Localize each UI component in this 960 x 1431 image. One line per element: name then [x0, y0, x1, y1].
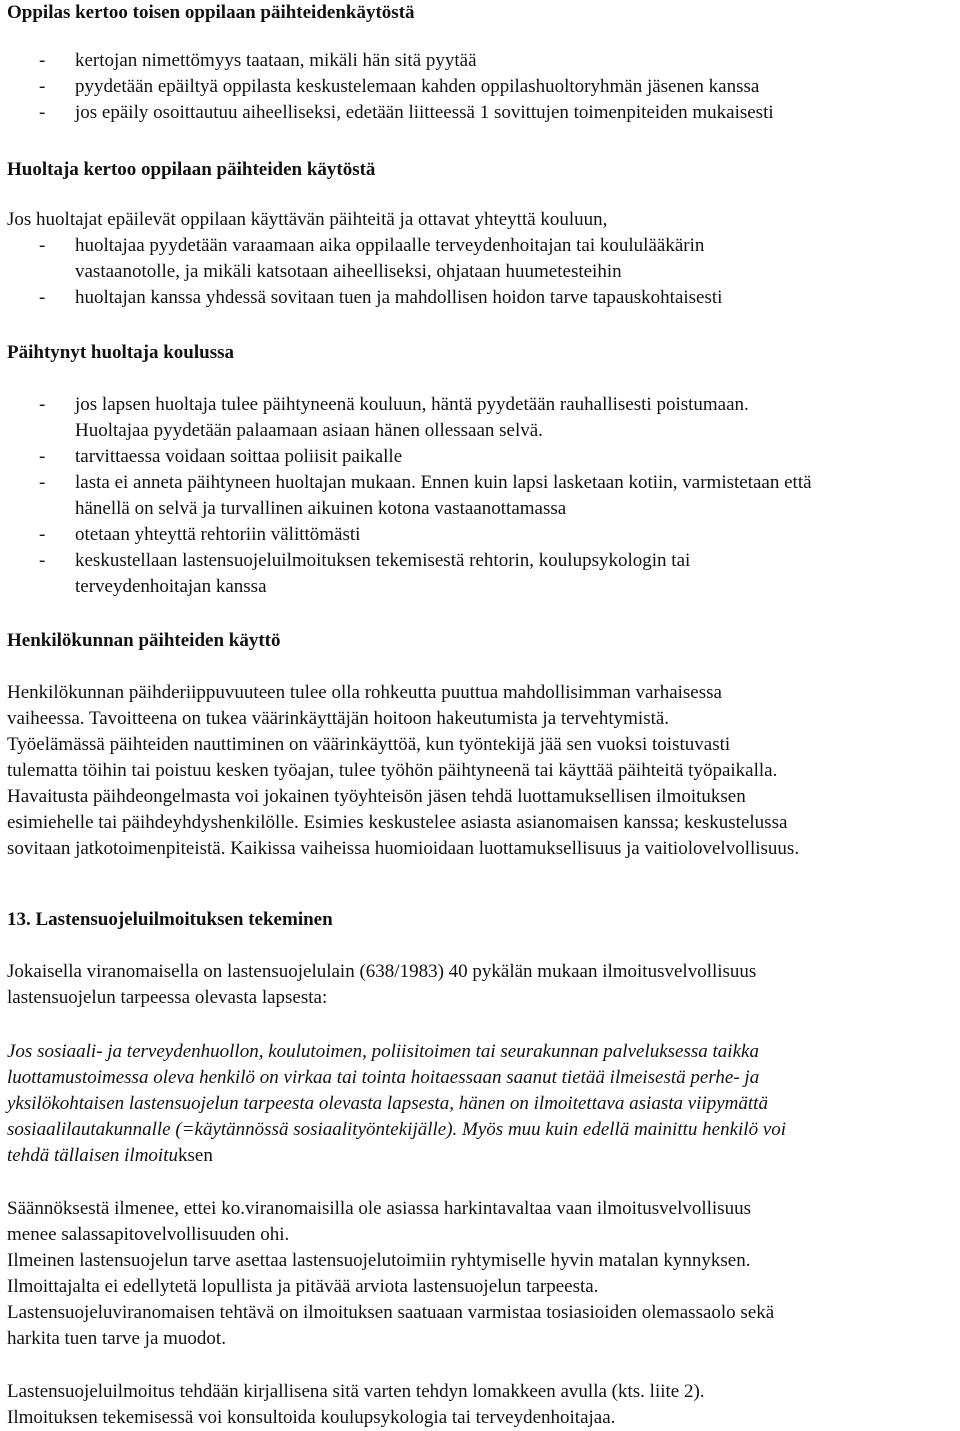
section-heading-child-welfare-notification: 13. Lastensuojeluilmoituksen tekeminen	[7, 909, 333, 930]
section-heading-student-reports: Oppilas kertoo toisen oppilaan päihteidenkäytöstä	[7, 2, 415, 23]
list-dash: -	[39, 76, 46, 97]
section-heading-guardian-reports: Huoltaja kertoo oppilaan päihteiden käytöstä	[7, 159, 376, 180]
list-item-text: otetaan yhteyttä rehtoriin välittömästi	[75, 524, 361, 545]
paragraph-line: lastensuojelun tarpeessa olevasta lapsesta:	[7, 987, 328, 1008]
list-dash: -	[39, 446, 46, 467]
paragraph-line: harkita tuen tarve ja muodot.	[7, 1328, 226, 1349]
list-item-text: jos epäily osoittautuu aiheelliseksi, edetään liitteessä 1 sovittujen toimenpiteiden mukaisesti	[75, 102, 774, 123]
quote-line: Jos sosiaali- ja terveydenhuollon, koulutoimen, poliisitoimen tai seurakunnan palveluksessa taikka	[7, 1041, 759, 1062]
list-item-text: huoltajaa pyydetään varaamaan aika oppilaalle terveydenhoitajan tai koululääkärin	[75, 235, 705, 256]
quote-line: luottamustoimessa oleva henkilö on virkaa tai tointa hoitaessaan saanut tietää ilmeisestä perhe- ja	[7, 1067, 760, 1088]
paragraph-line: menee salassapitovelvollisuuden ohi.	[7, 1224, 290, 1245]
paragraph-line: Lastensuojeluilmoitus tehdään kirjallisena sitä varten tehdyn lomakkeen avulla (kts. liite 2).	[7, 1381, 705, 1402]
list-dash: -	[39, 235, 46, 256]
list-item-text: terveydenhoitajan kanssa	[75, 576, 267, 597]
list-item-text: pyydetään epäiltyä oppilasta keskustelemaan kahden oppilashuoltoryhmän jäsenen kanssa	[75, 76, 760, 97]
list-item-text: kertojan nimettömyys taataan, mikäli hän sitä pyytää	[75, 50, 477, 71]
quote-line	[7, 1143, 213, 1169]
quote-fragment: ksen	[178, 1145, 213, 1166]
quote-line: sosiaalilautakunnalle (=käytännössä sosiaalityöntekijälle). Myös muu kuin edellä mainittu henkilö voi	[7, 1119, 787, 1140]
list-item-text: Huoltajaa pyydetään palaamaan asiaan hänen ollessaan selvä.	[75, 420, 543, 441]
paragraph-line: tulematta töihin tai poistuu kesken työajan, tulee työhön päihtyneenä tai käyttää päihteitä työpaikalla.	[7, 760, 778, 781]
quote-fragment: tehdä tällaisen ilmoitu	[7, 1145, 178, 1166]
list-item-text: keskustellaan lastensuojeluilmoituksen tekemisestä rehtorin, koulupsykologin tai	[75, 550, 691, 571]
section-heading-staff-substance-use: Henkilökunnan päihteiden käyttö	[7, 630, 281, 651]
list-dash: -	[39, 472, 46, 493]
paragraph-line: Ilmeinen lastensuojelun tarve asettaa lastensuojelutoimiin ryhtymiselle hyvin matalan kynnyksen.	[7, 1250, 751, 1271]
paragraph-line: Ilmoituksen tekemisessä voi konsultoida koulupsykologia tai terveydenhoitajaa.	[7, 1407, 616, 1428]
paragraph-line: Henkilökunnan päihderiippuvuuteen tulee olla rohkeutta puuttua mahdollisimman varhaisessa	[7, 682, 722, 703]
list-dash: -	[39, 50, 46, 71]
paragraph-line: Jokaisella viranomaisella on lastensuojelulain (638/1983) 40 pykälän mukaan ilmoitusvelvollisuus	[7, 961, 757, 982]
list-item-text: vastaanotolle, ja mikäli katsotaan aiheelliseksi, ohjataan huumetesteihin	[75, 261, 622, 282]
quote-line: yksilökohtaisen lastensuojelun tarpeesta olevasta lapsesta, hänen on ilmoitettava asiasta viipymättä	[7, 1093, 768, 1114]
list-item-text: tarvittaessa voidaan soittaa poliisit paikalle	[75, 446, 403, 467]
paragraph-line: Havaitusta päihdeongelmasta voi jokainen työyhteisön jäsen tehdä luottamuksellisen ilmoituksen	[7, 786, 746, 807]
paragraph-line: Lastensuojeluviranomaisen tehtävä on ilmoituksen saatuaan varmistaa tosiasioiden olemassaolo sekä	[7, 1302, 775, 1323]
paragraph-line: Ilmoittajalta ei edellytetä lopullista ja pitävää arviota lastensuojelun tarpeesta.	[7, 1276, 599, 1297]
list-item-text: lasta ei anneta päihtyneen huoltajan mukaan. Ennen kuin lapsi lasketaan kotiin, varmistetaan että	[75, 472, 812, 493]
list-item-text: huoltajan kanssa yhdessä sovitaan tuen ja mahdollisen hoidon tarve tapauskohtaisesti	[75, 287, 723, 308]
list-dash: -	[39, 102, 46, 123]
list-item-text: hänellä on selvä ja turvallinen aikuinen kotona vastaanottamassa	[75, 498, 567, 519]
list-dash: -	[39, 524, 46, 545]
list-item-text: jos lapsen huoltaja tulee päihtyneenä kouluun, häntä pyydetään rauhallisesti poistumaan.	[75, 394, 749, 415]
paragraph-line: sovitaan jatkotoimenpiteistä. Kaikissa vaiheissa huomioidaan luottamuksellisuus ja vaitiolovelvollisuus.	[7, 838, 800, 859]
paragraph-line: Säännöksestä ilmenee, ettei ko.viranomaisilla ole asiassa harkintavaltaa vaan ilmoitusvelvollisuus	[7, 1198, 751, 1219]
paragraph-line: esimiehelle tai päihdeyhdyshenkilölle. Esimies keskustelee asiasta asianomaisen kanssa; keskustelussa	[7, 812, 788, 833]
section-heading-intoxicated-guardian: Päihtynyt huoltaja koulussa	[7, 342, 235, 363]
list-dash: -	[39, 287, 46, 308]
paragraph-line: vaiheessa. Tavoitteena on tukea väärinkäyttäjän hoitoon hakeutumista ja tervehtymistä.	[7, 708, 670, 729]
paragraph-line: Työelämässä päihteiden nauttiminen on väärinkäyttöä, kun työntekijä jää sen vuoksi toistuvasti	[7, 734, 731, 755]
list-dash: -	[39, 394, 46, 415]
paragraph-line: Jos huoltajat epäilevät oppilaan käyttävän päihteitä ja ottavat yhteyttä kouluun,	[7, 209, 608, 230]
list-dash: -	[39, 550, 46, 571]
